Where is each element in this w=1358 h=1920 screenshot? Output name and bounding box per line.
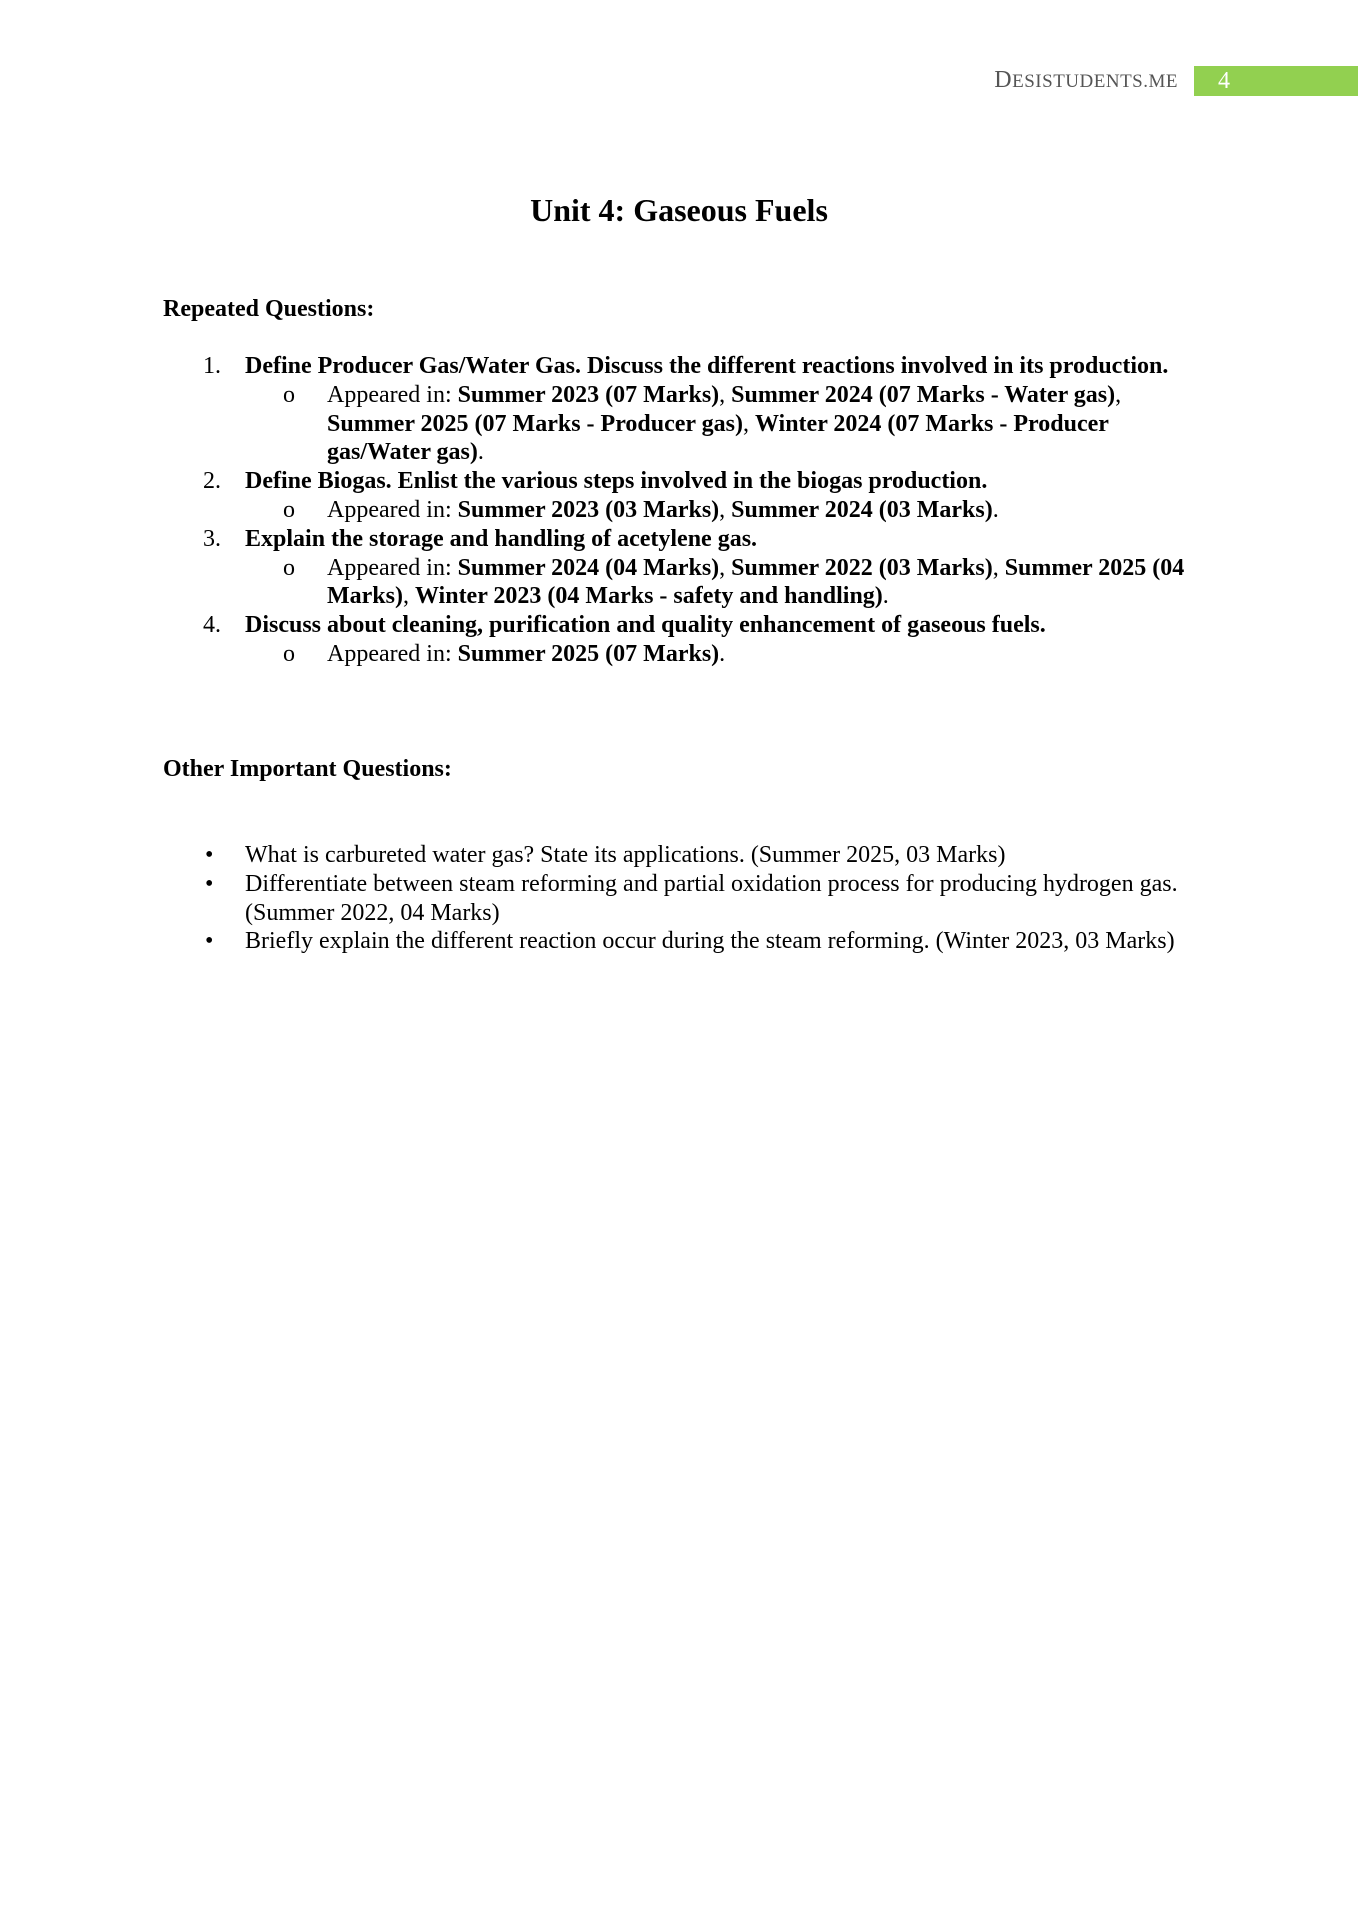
appearance: Summer 2024 (03 Marks) [731, 496, 993, 523]
appeared-in-line [163, 496, 1193, 525]
appearance: Winter 2024 (07 Marks - Producer gas/Water gas) [327, 410, 1109, 466]
appeared-prefix: Appeared in: [327, 381, 458, 408]
appeared-prefix: Appeared in: [327, 496, 458, 523]
appeared-prefix: Appeared in: [327, 640, 458, 667]
appearance-separator: , [719, 554, 732, 581]
repeated-questions-heading: Repeated Questions: [163, 296, 375, 322]
site-name-initial: D [994, 67, 1013, 93]
page-number-badge: 4 [1194, 66, 1358, 96]
appearance: Summer 2023 (03 Marks) [457, 496, 720, 523]
appearance: Summer 2024 (04 Marks) [457, 554, 720, 581]
appearance: Summer 2025 (04 Marks) [327, 554, 1185, 610]
sub-bullet-marker: o [283, 381, 295, 408]
appeared-in-line [163, 554, 1193, 612]
appeared-in-line [163, 640, 1193, 669]
question-text: Define Producer Gas/Water Gas. Discuss the different reactions involved in its production. [245, 353, 1169, 379]
appeared-in-line [163, 381, 1193, 467]
appearance-separator: , [742, 410, 755, 437]
appearance-separator: . [992, 496, 999, 523]
repeated-question-item [163, 352, 1193, 467]
appearance: Summer 2025 (07 Marks - Producer gas) [327, 410, 743, 437]
question-text: Discuss about cleaning, purification and quality enhancement of gaseous fuels. [245, 612, 1046, 639]
bullet-marker: • [205, 842, 214, 868]
question-number: 1. [203, 353, 221, 379]
other-question-text: What is carbureted water gas? State its applications. (Summer 2025, 03 Marks) [245, 842, 1006, 868]
sub-bullet-marker: o [283, 554, 295, 581]
other-questions-list [163, 841, 1193, 956]
site-name [994, 65, 1178, 97]
other-question-item [163, 870, 1193, 928]
appearance: Summer 2024 (07 Marks - Water gas) [731, 381, 1116, 408]
question-number: 4. [203, 612, 221, 639]
appearance-separator: , [402, 583, 415, 610]
appearance-separator: . [882, 583, 889, 610]
other-question-item [163, 841, 1193, 870]
repeated-question-item [163, 467, 1193, 525]
sub-bullet-marker: o [283, 640, 295, 667]
appeared-prefix: Appeared in: [327, 554, 458, 581]
question-text: Define Biogas. Enlist the various steps involved in the biogas production. [245, 468, 988, 495]
question-text: Explain the storage and handling of acetylene gas. [245, 525, 758, 552]
repeated-question-item [163, 611, 1193, 669]
appearance-separator: , [719, 496, 732, 523]
bullet-marker: • [205, 870, 214, 897]
site-name-rest: ESISTUDENTS.ME [1012, 71, 1178, 92]
appearance-separator: . [719, 640, 726, 667]
page-header [994, 66, 1358, 96]
question-number: 3. [203, 525, 221, 552]
appearance: Summer 2022 (03 Marks) [731, 554, 993, 581]
appearance: Winter 2023 (04 Marks - safety and handling) [414, 583, 883, 610]
appearance: Summer 2023 (07 Marks) [457, 381, 720, 408]
other-questions-heading: Other Important Questions: [163, 756, 452, 782]
appearance: Summer 2025 (07 Marks) [457, 640, 720, 667]
repeated-questions-list [163, 352, 1193, 669]
page-title: Unit 4: Gaseous Fuels [530, 192, 828, 228]
bullet-marker: • [205, 928, 214, 955]
appearance-separator: , [1115, 381, 1122, 408]
appearance-separator: , [992, 554, 1005, 581]
other-question-text: Differentiate between steam reforming and partial oxidation process for producing hydrogen gas. (Summer 2022, 04 Marks) [245, 870, 1178, 926]
other-question-item [163, 927, 1193, 956]
question-number: 2. [203, 468, 221, 495]
appearance-separator: , [719, 381, 732, 408]
repeated-question-item [163, 525, 1193, 611]
appearance-separator: . [477, 439, 484, 466]
other-question-text: Briefly explain the different reaction occur during the steam reforming. (Winter 2023, 03 Marks) [245, 928, 1175, 955]
sub-bullet-marker: o [283, 496, 295, 523]
